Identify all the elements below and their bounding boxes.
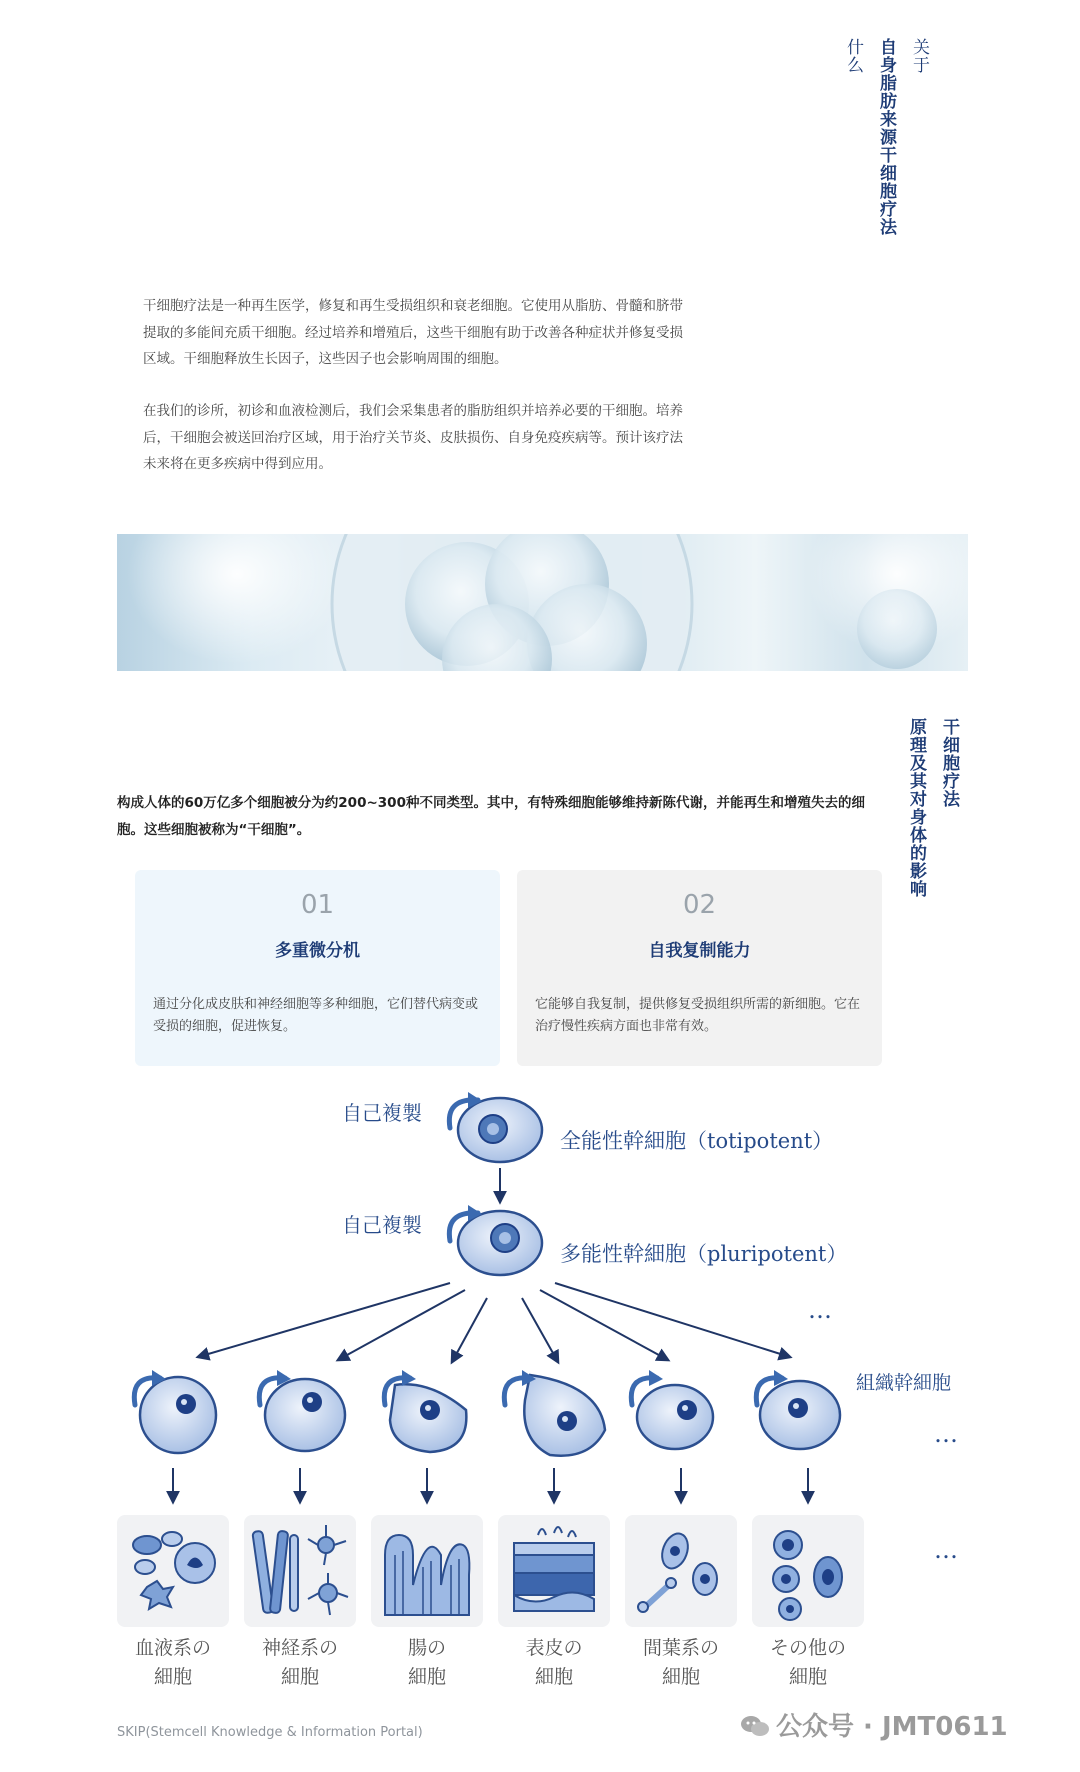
totipotent-label: 全能性幹細胞（totipotent）	[560, 1129, 834, 1153]
cell-banner-image	[117, 534, 968, 671]
tissue-stem-cell-label: 組織幹細胞	[856, 1372, 952, 1394]
description-paragraph-2: 在我们的诊所，初诊和血液检测后，我们会采集患者的脂肪组织并培养必要的干细胞。培养后，干细胞会被送回治疗区域，用于治疗关节炎、皮肤损伤、自身免疫疾病等。预计该疗法未来将在更多疾病中得到应用。	[143, 403, 683, 472]
cell-name-nerve	[244, 1634, 356, 1692]
cell-name-line2: 細胞	[534, 1666, 573, 1688]
cell-name-line1: 血液系の	[134, 1637, 211, 1659]
cell-name-line1: その他の	[769, 1637, 846, 1659]
pluripotent-cell	[449, 1205, 542, 1275]
ellipsis-mark: …	[808, 1296, 832, 1324]
mesenchymal-cell-tile	[625, 1515, 737, 1627]
about-heading-col3: 什么	[843, 38, 863, 74]
tissue-stem-cell	[384, 1370, 466, 1452]
about-heading-col2: 自身脂肪来源干细胞疗法	[876, 38, 896, 236]
self-copy-label-2: 自己複製	[342, 1213, 422, 1237]
stem-cell-intro: 构成人体的60万亿多个细胞被分为约200~300种不同类型。其中，有特殊细胞能够维持新陈代谢，并能再生和增殖失去的细胞。这些细胞被称为“干细胞”。	[117, 795, 865, 838]
cell-name-line2: 細胞	[280, 1666, 319, 1688]
watermark-text: 公众号 · JMT0611	[776, 1712, 1008, 1742]
card-number: 02	[682, 890, 717, 920]
cell-name-other	[752, 1634, 864, 1692]
totipotent-cell	[449, 1092, 542, 1162]
cell-name-line2: 細胞	[788, 1666, 827, 1688]
about-heading-col1: 关于	[909, 38, 929, 74]
tissue-stem-cell	[259, 1370, 345, 1451]
cell-name-line1: 腸の	[407, 1637, 446, 1659]
cell-name-blood	[117, 1634, 229, 1692]
self-copy-label-1: 自己複製	[342, 1101, 422, 1125]
card-title: 自我复制能力	[648, 941, 751, 961]
cell-name-line1: 表皮の	[525, 1637, 583, 1659]
card-text: 它能够自我复制，提供修复受损组织所需的新细胞。它在治疗慢性疾病方面也非常有效。	[535, 997, 861, 1034]
ellipsis-mark: …	[934, 1536, 958, 1564]
tissue-stem-cell	[756, 1370, 840, 1449]
tissue-stem-cell	[134, 1370, 216, 1453]
epidermis-cell-tile	[498, 1515, 610, 1627]
card-title: 多重微分机	[275, 941, 360, 961]
cell-name-epidermis	[498, 1634, 610, 1692]
feature-card-1	[135, 870, 500, 1066]
other-cell-tile	[752, 1515, 864, 1627]
cell-name-line1: 間葉系の	[642, 1637, 719, 1659]
cell-name-line2: 細胞	[661, 1666, 700, 1688]
wechat-watermark	[740, 1706, 1008, 1743]
ellipsis-mark: …	[934, 1420, 958, 1448]
principle-heading-col1: 干细胞疗法	[939, 718, 959, 808]
tissue-stem-cell	[504, 1370, 605, 1456]
cell-name-line2: 細胞	[153, 1666, 192, 1688]
card-number: 01	[300, 890, 335, 920]
card-text: 通过分化成皮肤和神经细胞等多种细胞，它们替代病变或受损的细胞，促进恢复。	[153, 997, 479, 1034]
tissue-stem-cell	[631, 1370, 713, 1449]
description-paragraph-1: 干细胞疗法是一种再生医学，修复和再生受损组织和衰老细胞。它使用从脂肪、骨髓和脐带提取的多能间充质干细胞。经过培养和增殖后，这些干细胞有助于改善各种症状并修复受损区域。干细胞释放生长因子，这些因子也会影响周围的细胞。	[143, 298, 683, 367]
feature-card-2	[517, 870, 882, 1066]
blood-cell-tile	[117, 1515, 229, 1627]
intestine-cell-tile	[371, 1515, 483, 1627]
principle-heading-col2: 原理及其对身体的影响	[906, 718, 926, 898]
cell-name-line2: 細胞	[407, 1666, 446, 1688]
cell-name-intestine	[371, 1634, 483, 1692]
nerve-cell-tile	[244, 1515, 356, 1627]
source-credit: SKIP(Stemcell Knowledge & Information Portal)	[117, 1725, 423, 1740]
pluripotent-label: 多能性幹細胞（pluripotent）	[560, 1242, 848, 1266]
wechat-icon	[740, 1714, 770, 1738]
cell-name-line1: 神経系の	[261, 1637, 338, 1659]
cell-name-mesenchymal	[625, 1634, 737, 1692]
